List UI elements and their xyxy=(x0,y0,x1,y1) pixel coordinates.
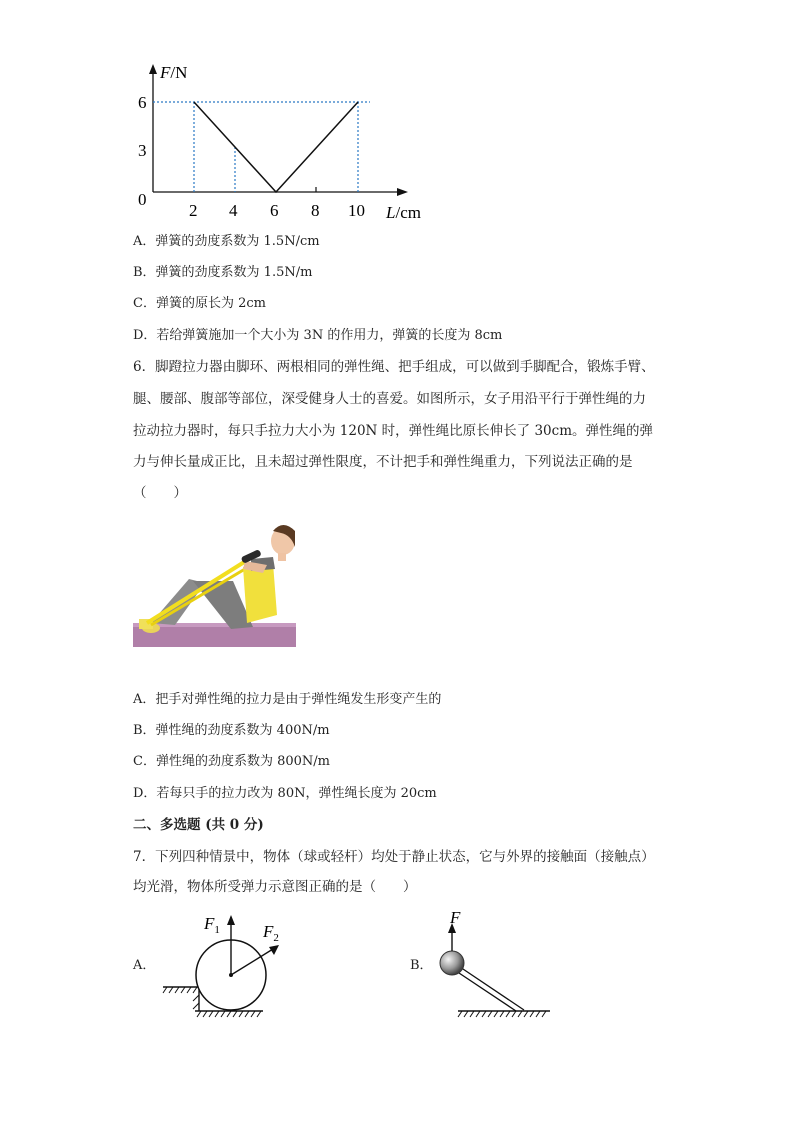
q6-option-c: C．弹性绳的劲度系数为 800N/m xyxy=(133,754,330,769)
force-label-f: F xyxy=(450,908,461,927)
y-axis-arrow xyxy=(149,64,157,74)
woman-exercise-photo xyxy=(133,519,296,647)
q7-option-a-label: A． xyxy=(133,958,156,973)
q6-stem-line: 腿、腰部、腹部等部位，深受健身人士的喜爱。如图所示，女子用沿平行于弹性绳的力 xyxy=(133,391,646,407)
q7-stem-line: 7．下列四种情景中，物体（球或轻杆）均处于静止状态，它与外界的接触面（接触点） xyxy=(133,849,655,865)
x-tick-label: 6 xyxy=(270,201,279,220)
force-length-graph xyxy=(130,58,440,230)
x-axis-arrow xyxy=(397,188,408,196)
force-label-f2: $F_2$ xyxy=(263,922,279,944)
q5-option-d: D．若给弹簧施加一个大小为 3N 的作用力，弹簧的长度为 8cm xyxy=(133,328,503,343)
q5-option-a: A．弹簧的劲度系数为 1.5N/cm xyxy=(133,234,320,249)
y-tick-label: 0 xyxy=(138,190,147,209)
x-tick-label: 4 xyxy=(229,201,238,220)
q7-figure-b xyxy=(430,905,560,1020)
x-tick-label: 2 xyxy=(189,201,198,220)
q6-option-b: B．弹性绳的劲度系数为 400N/m xyxy=(133,723,330,738)
x-tick-label: 8 xyxy=(311,201,320,220)
q6-stem-line: 拉动拉力器时，每只手拉力大小为 120N 时，弹性绳比原长伸长了 30cm。弹性绳的弹 xyxy=(133,423,653,439)
q7-option-b-label: B． xyxy=(410,958,433,973)
force-label-f1: $F_1$ xyxy=(204,914,220,936)
y-tick-label: 6 xyxy=(138,93,147,112)
x-tick-label: 10 xyxy=(348,201,365,220)
q6-option-a: A．把手对弹性绳的拉力是由于弹性绳发生形变产生的 xyxy=(133,692,442,707)
y-axis-label: F/N xyxy=(160,63,188,82)
q7-stem-line: 均光滑，物体所受弹力示意图正确的是（ ） xyxy=(133,879,417,895)
q7-figure-a xyxy=(155,905,295,1020)
q5-option-b: B．弹簧的劲度系数为 1.5N/m xyxy=(133,265,313,280)
q6-option-d: D．若每只手的拉力改为 80N，弹性绳长度为 20cm xyxy=(133,786,437,801)
y-tick-label: 3 xyxy=(138,141,147,160)
ball xyxy=(440,951,464,975)
q6-stem-line: （ ） xyxy=(133,485,187,501)
force-length-series-line xyxy=(194,102,358,192)
section-heading: 二、多选题 (共 0 分) xyxy=(133,817,264,833)
q5-option-c: C．弹簧的原长为 2cm xyxy=(133,296,266,311)
x-axis-label: L/cm xyxy=(386,203,421,222)
q6-stem-line: 力与伸长量成正比，且未超过弹性限度，不计把手和弹性绳重力，下列说法正确的是 xyxy=(133,454,633,470)
q6-stem-line: 6．脚蹬拉力器由脚环、两根相同的弹性绳、把手组成，可以做到手脚配合，锻炼手臂、 xyxy=(133,359,655,375)
